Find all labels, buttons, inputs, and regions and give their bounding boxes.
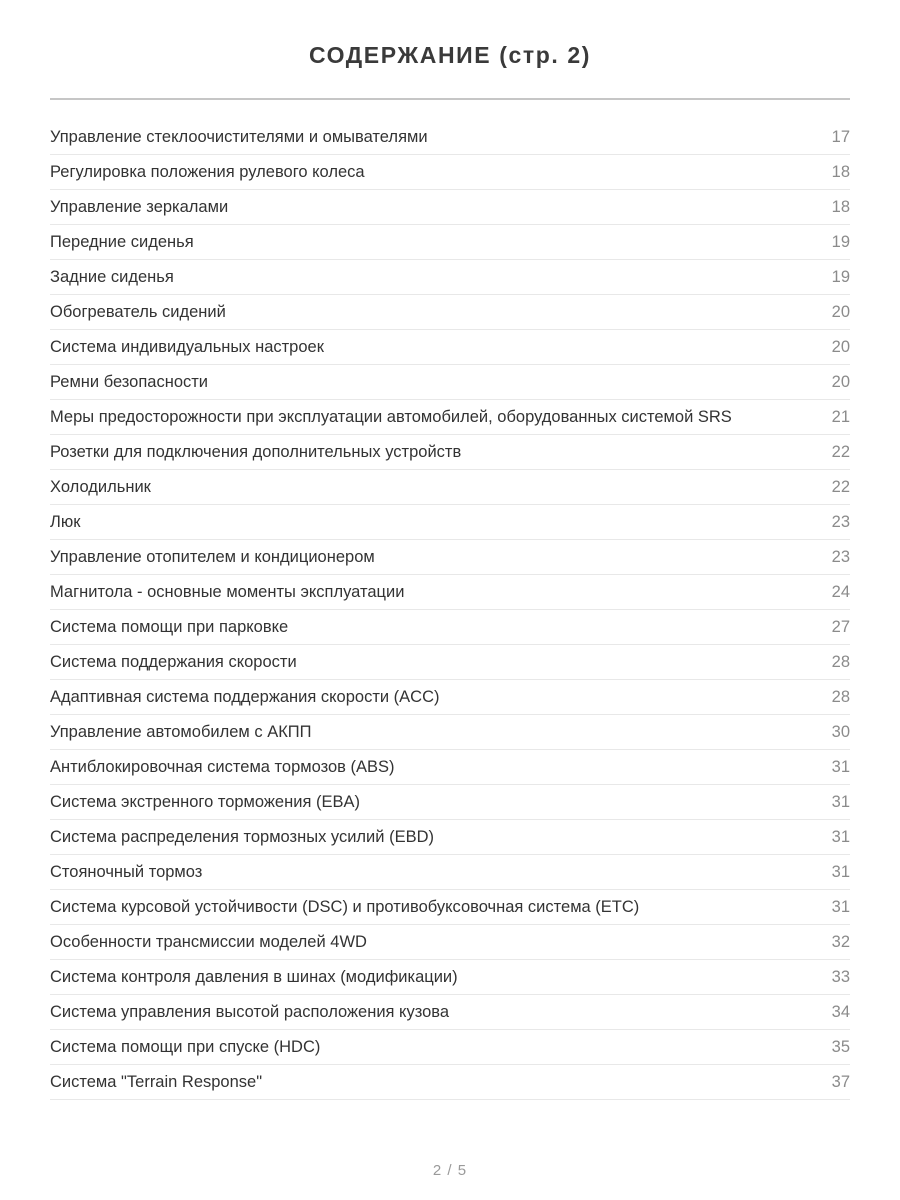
toc-entry-label: Система поддержания скорости [50,652,297,671]
toc-entry-label: Стояночный тормоз [50,862,203,881]
toc-entry-label: Адаптивная система поддержания скорости (ACC) [50,687,440,706]
toc-entry-page-number: 31 [831,862,850,881]
page-footer [50,1162,850,1180]
toc-entry-label: Управление автомобилем с АКПП [50,722,312,741]
toc-entry [50,505,850,540]
toc-entry-label: Ремни безопасности [50,372,209,391]
toc-entry-page-number: 31 [831,827,850,846]
toc-entry-label: Система управления высотой расположения кузова [50,1002,450,1021]
toc-entry [50,785,850,820]
toc-entry [50,610,850,645]
toc-entry [50,820,850,855]
toc-entry [50,750,850,785]
toc-entry-label: Система помощи при спуске (HDC) [50,1037,321,1056]
toc-entry-page-number: 19 [831,232,850,251]
toc-entry-page-number: 20 [831,337,850,356]
toc-entry [50,120,850,155]
toc-entry-page-number: 18 [831,162,850,181]
toc-entry-label: Холодильник [50,477,151,496]
page-indicator: 2 / 5 [432,1162,468,1179]
toc-entry [50,890,850,925]
toc-entry-label: Меры предосторожности при эксплуатации автомобилей, оборудованных системой SRS [50,407,732,426]
toc-entry-label: Система контроля давления в шинах (модификации) [50,967,458,986]
toc-entry [50,855,850,890]
toc-entry-label: Розетки для подключения дополнительных устройств [50,442,462,461]
toc-entry [50,190,850,225]
toc-entry-label: Задние сиденья [50,267,174,286]
title-divider [50,98,850,100]
toc-entry-label: Система помощи при парковке [50,617,289,636]
toc-entry-page-number: 19 [831,267,850,286]
toc-entry-page-number: 30 [831,722,850,741]
toc-entry-label: Система курсовой устойчивости (DSC) и противобуксовочная система (ETC) [50,897,640,916]
toc-entry [50,1030,850,1065]
toc-entry-label: Система "Terrain Response" [50,1072,263,1091]
toc-entry-label: Система распределения тормозных усилий (EBD) [50,827,434,846]
page-title: СОДЕРЖАНИЕ (стр. 2) [308,42,592,68]
toc-entry [50,680,850,715]
toc-entry [50,365,850,400]
toc-entry-label: Управление зеркалами [50,197,229,216]
toc-entry-page-number: 20 [831,372,850,391]
toc-entry-page-number: 17 [831,127,850,146]
toc-entry [50,575,850,610]
toc-entry [50,470,850,505]
toc-entry [50,400,850,435]
toc-entry [50,645,850,680]
toc-entry-page-number: 33 [831,967,850,986]
toc-entry-page-number: 27 [831,617,850,636]
toc-entry [50,960,850,995]
toc-entry-label: Регулировка положения рулевого колеса [50,162,365,181]
toc-entry-page-number: 18 [831,197,850,216]
toc-entry [50,225,850,260]
toc-entry-label: Управление отопителем и кондиционером [50,547,375,566]
toc-entry-page-number: 28 [831,687,850,706]
toc-entry-page-number: 22 [831,442,850,461]
toc-entry [50,540,850,575]
toc-entry [50,1065,850,1100]
toc-entry-page-number: 24 [831,582,850,601]
toc-entry-page-number: 37 [831,1072,850,1091]
toc-entry [50,435,850,470]
toc-entry [50,995,850,1030]
toc-entry [50,330,850,365]
toc-entry-label: Магнитола - основные моменты эксплуатации [50,582,405,601]
toc-entry-label: Передние сиденья [50,232,194,251]
toc-entry-page-number: 20 [831,302,850,321]
toc-entry-page-number: 31 [831,757,850,776]
toc-entry [50,925,850,960]
toc-entry [50,715,850,750]
toc-entry [50,295,850,330]
toc-entry-page-number: 34 [831,1002,850,1021]
toc-entry-page-number: 23 [831,512,850,531]
toc-entry-page-number: 22 [831,477,850,496]
toc-entry-label: Система индивидуальных настроек [50,337,324,356]
toc-entry-label: Особенности трансмиссии моделей 4WD [50,932,367,951]
toc-entry-page-number: 23 [831,547,850,566]
toc-entry [50,155,850,190]
toc-entry [50,260,850,295]
toc-entry-label: Управление стеклоочистителями и омывателями [50,127,428,146]
toc-entry-label: Обогреватель сидений [50,302,226,321]
toc-entry-page-number: 32 [831,932,850,951]
toc-entry-label: Антиблокировочная система тормозов (ABS) [50,757,395,776]
toc-entry-label: Система экстренного торможения (EBA) [50,792,360,811]
toc-entry-page-number: 35 [831,1037,850,1056]
toc-entry-page-number: 31 [831,792,850,811]
toc-entry-page-number: 21 [831,407,850,426]
toc-entry-page-number: 28 [831,652,850,671]
toc-entry-page-number: 31 [831,897,850,916]
toc-list [50,120,850,1100]
toc-entry-label: Люк [50,512,81,531]
